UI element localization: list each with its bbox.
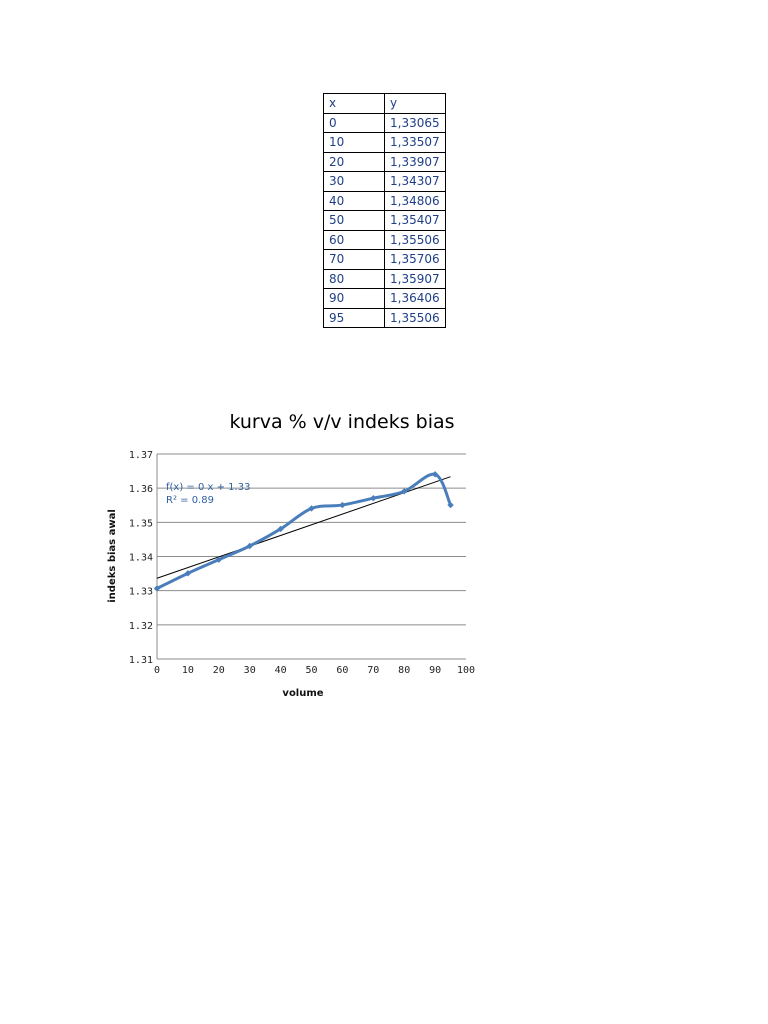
data-point	[370, 495, 376, 501]
data-point	[339, 502, 345, 508]
x-tick-label: 40	[274, 665, 287, 676]
x-tick-label: 90	[429, 665, 442, 676]
table-cell-y: 1,36406	[385, 289, 446, 309]
table-cell-y: 1,35506	[385, 308, 446, 328]
x-tick-label: 20	[212, 665, 225, 676]
table-cell-x: 40	[324, 191, 385, 211]
table-cell-x: 20	[324, 152, 385, 172]
table-cell-y: 1,35407	[385, 211, 446, 231]
table-cell-y: 1,34307	[385, 172, 446, 192]
x-tick-label: 80	[398, 665, 411, 676]
table-cell-x: 30	[324, 172, 385, 192]
table-cell-x: 10	[324, 133, 385, 153]
table-cell-x: 70	[324, 250, 385, 270]
table-header-cell: x	[324, 94, 385, 114]
y-tick-label: 1.34	[128, 552, 153, 564]
table-cell-y: 1,33065	[385, 113, 446, 133]
x-tick-label: 0	[153, 665, 161, 676]
table-cell-x: 80	[324, 269, 385, 289]
table-cell-x: 0	[324, 113, 385, 133]
x-tick-label: 60	[336, 665, 349, 676]
table-cell-x: 60	[324, 230, 385, 250]
y-tick-label: 1.33	[128, 586, 153, 598]
y-tick-label: 1.32	[128, 620, 153, 632]
trendline-r2: R² = 0.89	[166, 495, 214, 506]
table-header-cell: y	[385, 94, 446, 114]
chart-title: kurva % v/v indeks bias	[229, 411, 455, 433]
table-cell-y: 1,35506	[385, 230, 446, 250]
trendline-equation: f(x) = 0 x + 1.33	[166, 482, 251, 493]
y-axis-label: indeks bias awal	[107, 509, 118, 603]
table-cell-y: 1,33507	[385, 133, 446, 153]
x-tick-label: 70	[367, 665, 380, 676]
table-cell-y: 1,35706	[385, 250, 446, 270]
x-axis-label: volume	[282, 688, 324, 699]
table-cell-y: 1,34806	[385, 191, 446, 211]
x-tick-label: 50	[305, 665, 318, 676]
x-tick-label: 10	[181, 665, 194, 676]
y-tick-label: 1.37	[128, 450, 153, 461]
x-tick-label: 100	[456, 665, 476, 676]
table-cell-x: 95	[324, 308, 385, 328]
table-cell-x: 50	[324, 211, 385, 231]
y-tick-label: 1.36	[128, 484, 153, 496]
y-tick-label: 1.35	[128, 518, 153, 530]
table-cell-y: 1,33907	[385, 152, 446, 172]
y-tick-label: 1.31	[128, 655, 153, 666]
x-tick-label: 30	[243, 665, 256, 676]
table-cell-y: 1,35907	[385, 269, 446, 289]
table-cell-x: 90	[324, 289, 385, 309]
